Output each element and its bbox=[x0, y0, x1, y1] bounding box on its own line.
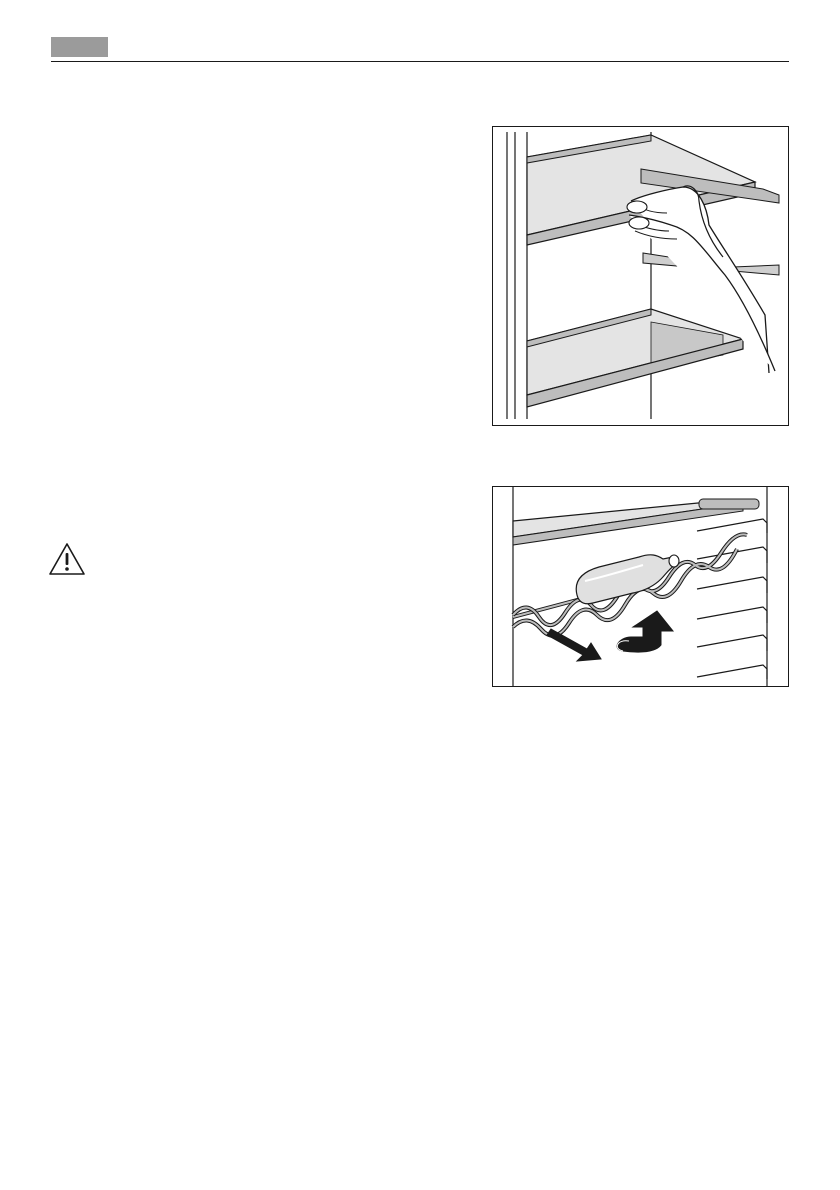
warning-triangle-icon bbox=[47, 541, 87, 577]
bottle-rack-figure bbox=[492, 486, 789, 687]
section-header-tab bbox=[51, 37, 108, 57]
header-rule bbox=[51, 61, 789, 62]
shelf-removal-figure bbox=[492, 126, 789, 426]
wine-bottle-on-wire-rack-illustration bbox=[493, 487, 788, 686]
hand-lifting-glass-shelf-illustration bbox=[493, 127, 788, 425]
